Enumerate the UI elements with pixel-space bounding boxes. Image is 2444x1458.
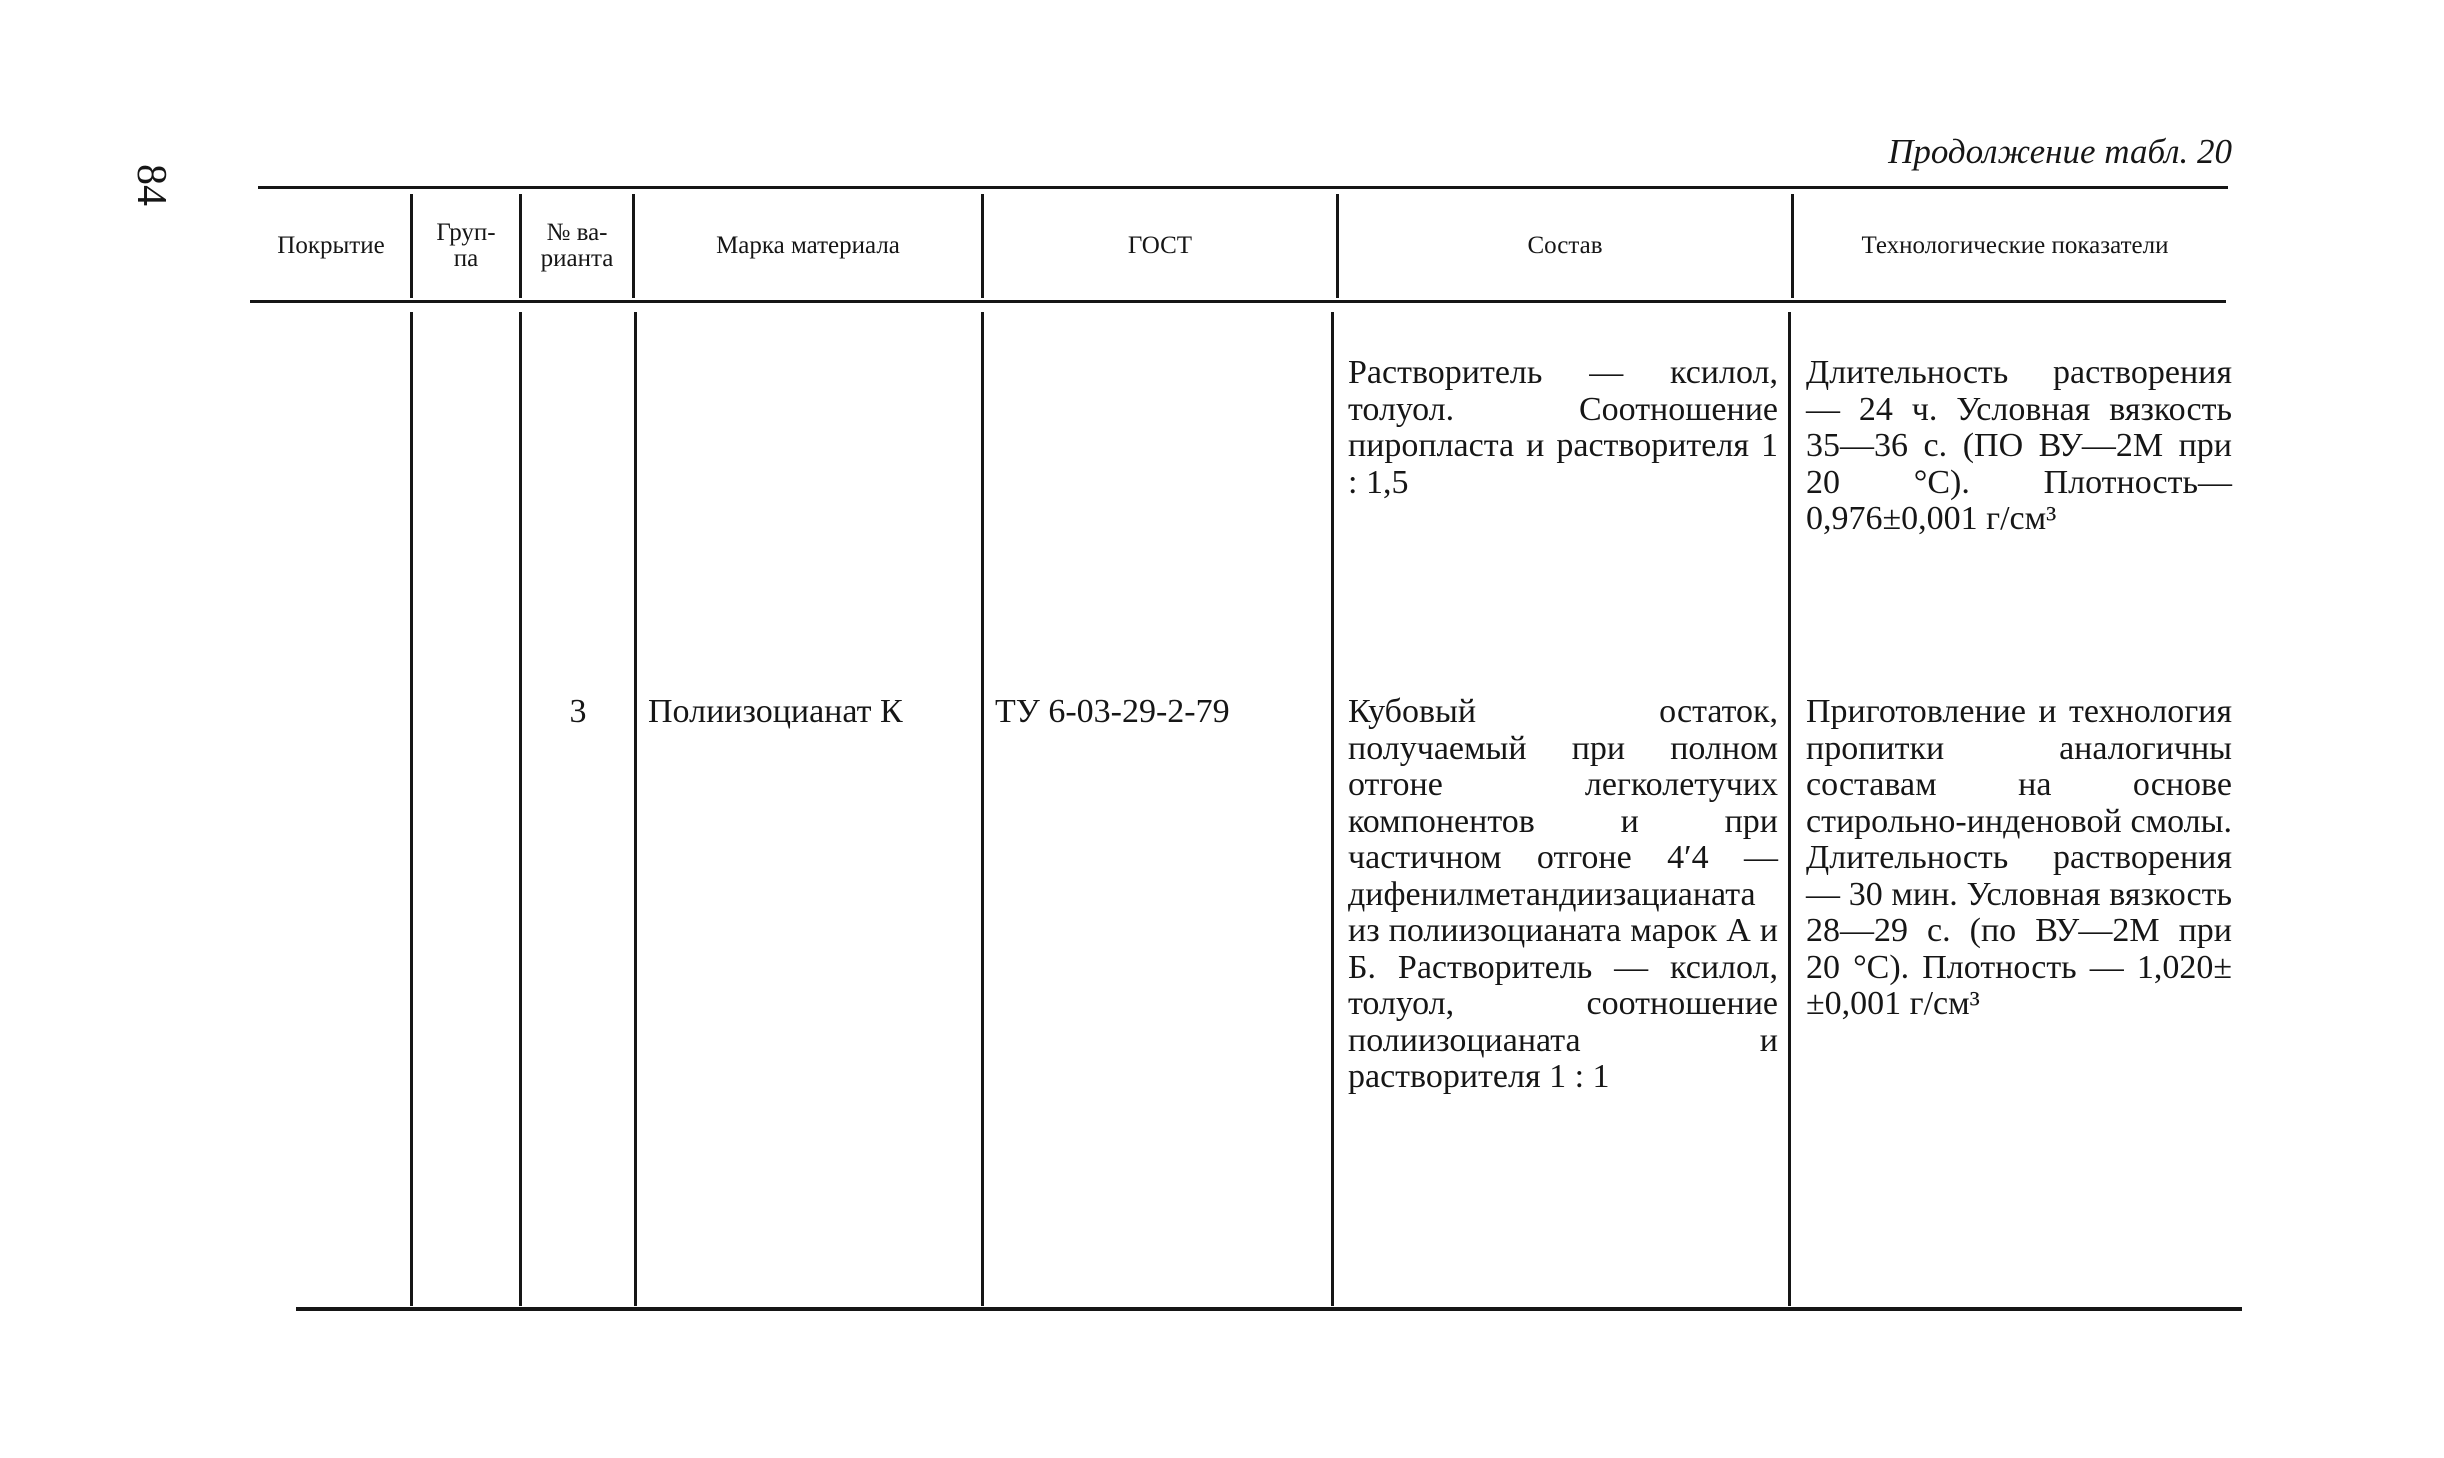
cell-tech: Длительность растворения — 24 ч. Условная вязкость 35—36 с. (ПО ВУ—2М при 20 °С). Плотность—0,976±0,001 г/см³: [1806, 354, 2232, 537]
column-divider: [519, 312, 522, 1306]
header-variant-no: № ва- рианта: [540, 218, 614, 272]
page-number: 84: [128, 164, 174, 206]
header-divider: [632, 194, 635, 298]
header-coating: Покрытие: [277, 231, 385, 259]
header-divider: [1336, 194, 1339, 298]
header-divider: [1791, 194, 1794, 298]
continuation-title: Продолжение табл. 20: [1888, 132, 2232, 171]
column-divider: [634, 312, 637, 1306]
table-bottom-rule: [296, 1307, 2242, 1311]
header-bottom-rule: [250, 300, 2226, 303]
column-divider: [410, 312, 413, 1306]
column-divider: [981, 312, 984, 1306]
cell-variant-no: 3: [569, 693, 587, 730]
header-tech: Технологические показатели: [1861, 231, 2169, 259]
table-top-rule: [258, 186, 2228, 189]
header-composition: Состав: [1527, 231, 1603, 259]
cell-composition: Растворитель — ксилол, толуол. Соотношение пиропласта и растворителя 1 : 1,5: [1348, 354, 1778, 501]
cell-material: Полиизоцианат К: [648, 693, 903, 730]
header-material: Марка материала: [716, 231, 900, 259]
cell-composition: Кубовый остаток, получаемый при полном отгоне легколетучих компонентов и при частичном отгоне 4′4 — дифенилметандиизацианата из полиизоцианата марок А и Б. Растворитель — ксилол, толуол, соотношение полиизоцианата и растворителя 1 : 1: [1348, 693, 1778, 1095]
header-gost: ГОСТ: [1127, 231, 1193, 259]
column-divider: [1788, 312, 1791, 1306]
header-divider: [981, 194, 984, 298]
header-divider: [410, 194, 413, 298]
cell-gost: ТУ 6-03-29-2-79: [995, 693, 1230, 730]
header-group: Груп- па: [436, 218, 496, 272]
column-divider: [1331, 312, 1334, 1306]
cell-tech: Приготовление и технология пропитки аналогичны составам на основе стирольно-инденовой смолы. Длительность растворения — 30 мин. Условная вязкость 28—29 с. (по ВУ—2М при 20 °С). Плотность — 1,020± ±0,001 г/см³: [1806, 693, 2232, 1022]
